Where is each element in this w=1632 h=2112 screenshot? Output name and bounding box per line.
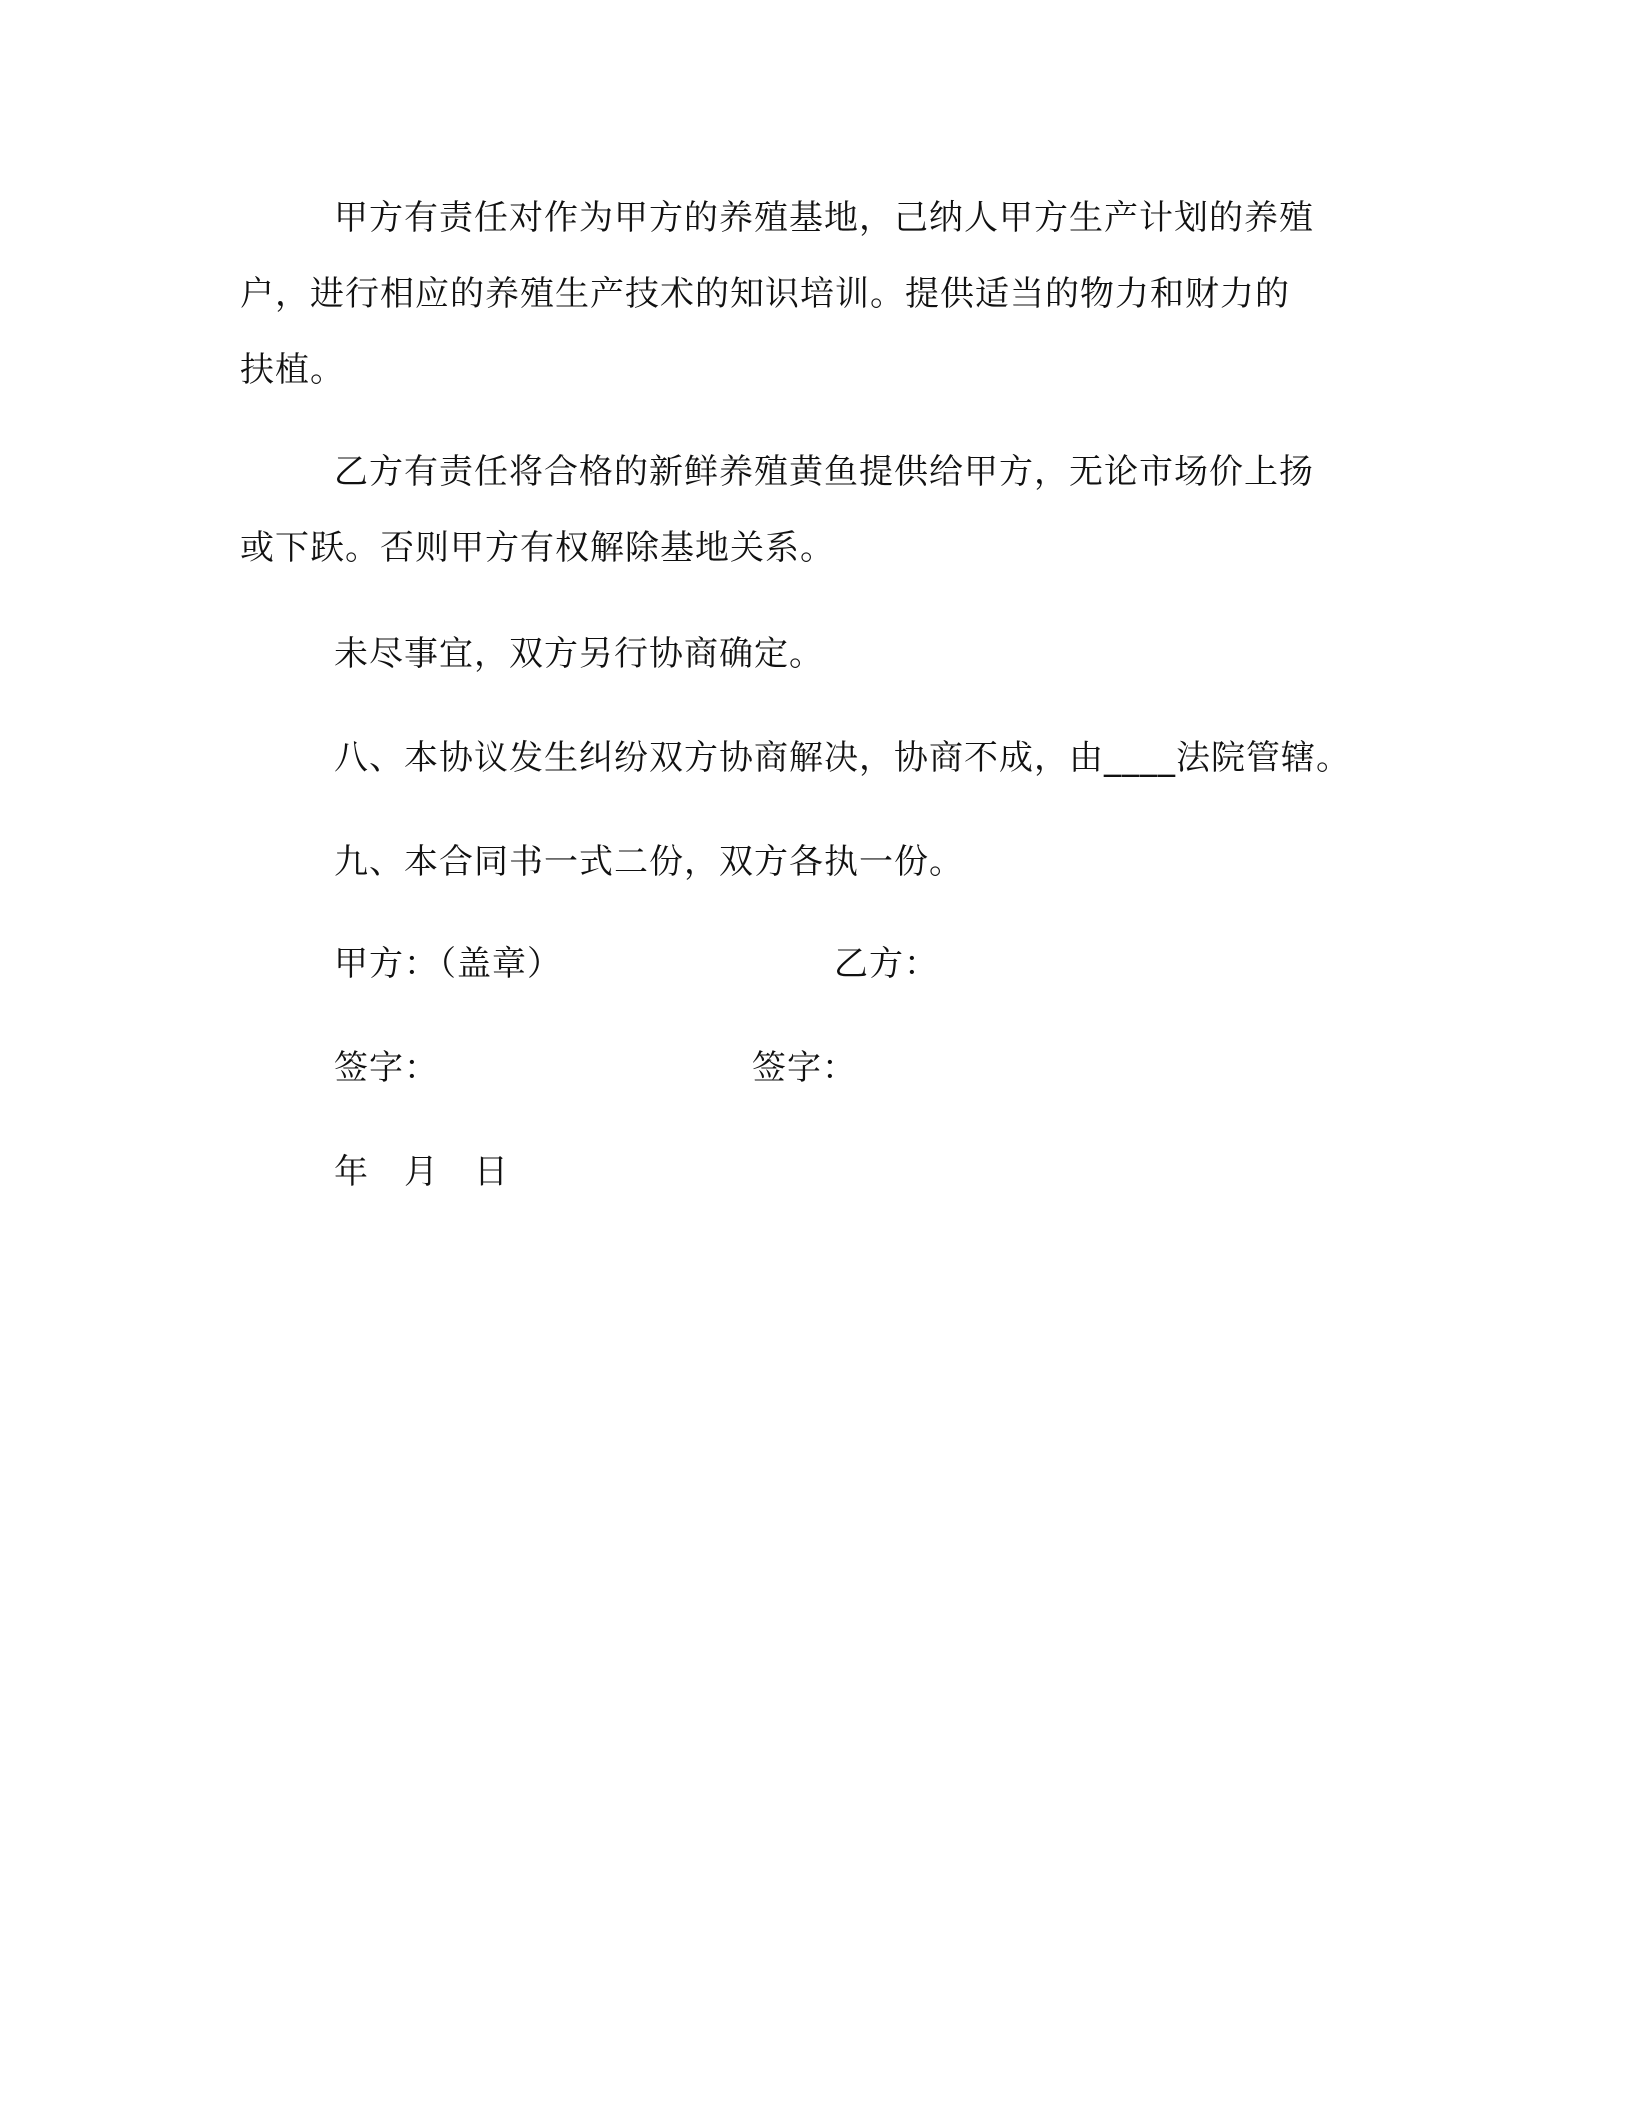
paragraph-3: 未尽事宜，双方另行协商确定。 [334,634,824,674]
clause-9: 九、本合同书一式二份，双方各执一份。 [334,842,964,882]
sign-b-label: 签字： [752,1048,857,1088]
sign-a-label: 签字： [334,1048,439,1088]
date-label: 年 月 日 [334,1152,509,1192]
party-b-label: 乙方： [834,944,939,984]
paragraph-1-line-3: 扶植。 [240,350,345,390]
paragraph-1-line-1: 甲方有责任对作为甲方的养殖基地，己纳人甲方生产计划的养殖 [334,198,1314,238]
paragraph-2-line-2: 或下跃。否则甲方有权解除基地关系。 [240,528,835,568]
party-a-label: 甲方：（盖章） [334,944,562,984]
paragraph-1-line-2: 户，进行相应的养殖生产技术的知识培训。提供适当的物力和财力的 [240,274,1290,314]
paragraph-2-line-1: 乙方有责任将合格的新鲜养殖黄鱼提供给甲方，无论市场价上扬 [334,452,1314,492]
clause-8: 八、本协议发生纠纷双方协商解决，协商不成，由____法院管辖。 [334,738,1351,778]
